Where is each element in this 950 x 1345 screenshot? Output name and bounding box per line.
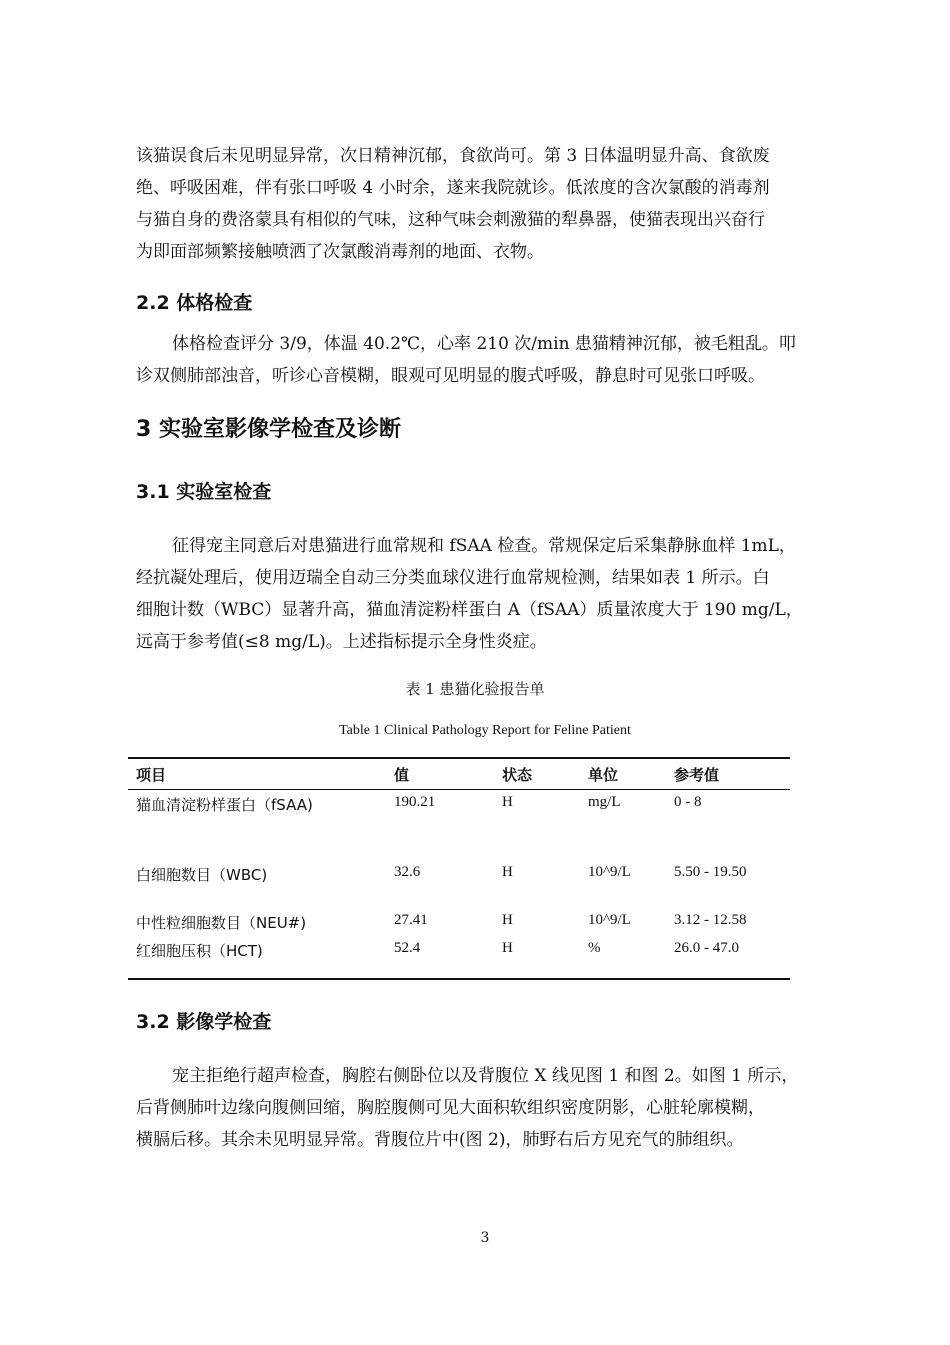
header-status: 状态 [502,765,533,784]
intro-paragraph: 该猫误食后未见明显异常，次日精神沉郁，食欲尚可。第 3 日体温明显升高、食欲废 绝、呼吸困难，伴有张口呼吸 4 小时余，遂来我院就诊。低浓度的含次氯酸的消毒剂 与猫自身的费洛蒙具有相似的气味，这种气味会刺激猫的犁鼻器，使猫表现出兴奋行 为即面部频繁接触喷洒了次氯酸消毒剂的地面、衣物。 [136,146,770,262]
heading-3-2: 3.2 影像学检查 [136,1011,272,1033]
physical-exam-paragraph: 体格检查评分 3/9，体温 40.2℃，心率 210 次/min 患猫精神沉郁，被毛粗乱。叩 诊双侧肺部浊音，听诊心音模糊，眼观可见明显的腹式呼吸，静息时可见张口呼吸。 [136,334,796,386]
header-value: 值 [394,765,410,784]
imaging-exam-paragraph: 宠主拒绝行超声检查，胸腔右侧卧位以及背腹位 X 线见图 1 和图 2。如图 1 所示， 后背侧肺叶边缘向腹侧回缩，胸腔腹侧可见大面积软组织密度阴影，心脏轮廓模糊， 横膈后移。其余未见明显异常。背腹位片中(图 2)，肺野右后方见充气的肺组织。 [136,1066,799,1150]
table-row: 猫血清淀粉样蛋白（fSAA) 190.21 H mg/L 0 - 8 [136,794,702,814]
header-unit: 单位 [588,765,619,784]
heading-3-1: 3.1 实验室检查 [136,481,272,503]
page-number: 3 [480,1230,490,1246]
table-header-row [128,758,790,790]
heading-3: 3 实验室影像学检查及诊断 [136,417,401,442]
table-row: 中性粒细胞数目（NEU#) 27.41 H 10^9/L 3.12 - 12.58 [136,912,747,932]
table-caption-en: Table 1 Clinical Pathology Report for Feline Patient [339,723,631,738]
table-row: 白细胞数目（WBC) 32.6 H 10^9/L 5.50 - 19.50 [136,864,747,884]
heading-2-2: 2.2 体格检查 [136,292,253,314]
header-item: 项目 [136,765,167,784]
lab-exam-paragraph: 征得宠主同意后对患猫进行血常规和 fSAA 检查。常规保定后采集静脉血样 1mL， 经抗凝处理后，使用迈瑞全自动三分类血球仪进行血常规检测，结果如表 1 所示。白 细胞计数（WBC）显著升高，猫血清淀粉样蛋白 A（fSAA）质量浓度大于 190 mg/L， 远高于参考值(≤8 mg/L)。上述指标提示全身性炎症。 [136,536,803,652]
table-row: 红细胞压积（HCT) 52.4 H % 26.0 - 47.0 [136,940,739,960]
header-reference: 参考值 [674,765,720,784]
table-caption-cn: 表 1 患猫化验报告单 [405,680,545,698]
lab-report-table [128,757,790,980]
